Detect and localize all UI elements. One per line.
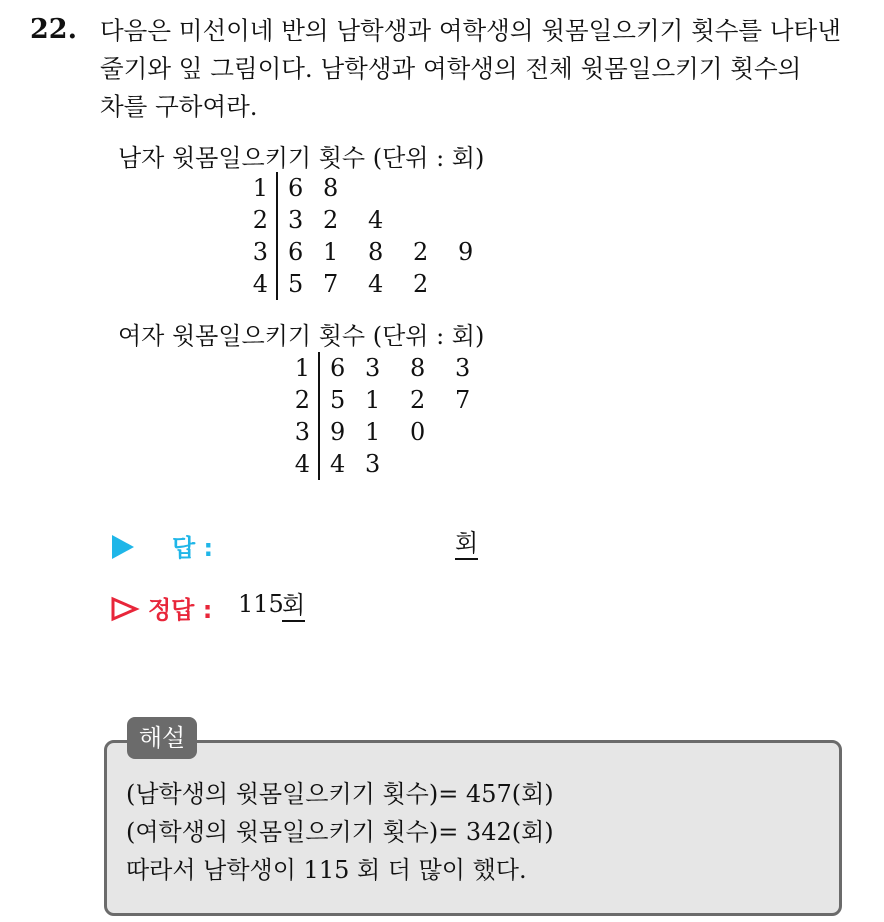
question-number: 22. (30, 14, 77, 45)
leaf: 9 (330, 418, 346, 446)
outline-arrow-icon (110, 596, 140, 622)
stem: 1 (290, 352, 319, 384)
stem: 2 (248, 204, 277, 236)
stem-row (290, 384, 500, 416)
leaf: 5 (288, 270, 304, 298)
answer-label: 답 : (172, 534, 214, 562)
solution-line: 따라서 남학생이 115 회 더 많이 했다. (126, 856, 527, 884)
solution-line: (여학생의 윗몸일으키기 횟수)= 342(회) (126, 818, 554, 846)
stem: 2 (290, 384, 319, 416)
stem: 3 (290, 416, 319, 448)
solution-tab: 해설 (127, 717, 197, 759)
question-line: 줄기와 잎 그림이다. 남학생과 여학생의 전체 윗몸일으키기 횟수의 (100, 54, 802, 83)
solution-line: (남학생의 윗몸일으키기 횟수)= 457(회) (126, 780, 554, 808)
stem: 1 (248, 172, 277, 204)
leaf: 6 (330, 354, 346, 382)
leaf: 8 (410, 354, 426, 382)
question-line: 다음은 미선이네 반의 남학생과 여학생의 윗몸일으키기 횟수를 나타낸 (100, 16, 841, 45)
leaf: 9 (458, 238, 474, 266)
leaf: 2 (410, 386, 426, 414)
leaf: 4 (368, 206, 384, 234)
stem-row (290, 352, 500, 384)
leaf: 8 (323, 174, 339, 202)
stem: 4 (290, 448, 319, 480)
play-arrow-icon (112, 535, 134, 559)
leaf: 4 (368, 270, 384, 298)
leaf: 3 (365, 354, 381, 382)
leaf: 6 (288, 174, 304, 202)
leaf: 8 (368, 238, 384, 266)
stem-row (290, 416, 500, 448)
stem-row (290, 448, 500, 480)
leaf: 2 (413, 238, 429, 266)
stem-row (248, 268, 503, 300)
leaf: 1 (323, 238, 339, 266)
answer-row (110, 528, 510, 564)
stem-row (248, 236, 503, 268)
correct-answer-row (110, 590, 510, 626)
stem: 4 (248, 268, 277, 300)
leaf: 3 (365, 450, 381, 478)
leaf: 7 (455, 386, 471, 414)
girls-stem-leaf-plot (290, 352, 501, 480)
leaf: 4 (330, 450, 346, 478)
answer-unit: 회 (455, 528, 478, 560)
stem-row (248, 172, 503, 204)
leaf: 1 (365, 418, 381, 446)
question-text (100, 12, 870, 126)
question-line: 차를 구하여라. (100, 92, 258, 121)
correct-label: 정답 : (148, 596, 213, 624)
boys-stem-leaf-plot (248, 172, 503, 300)
boys-plot-title: 남자 윗몸일으키기 횟수 (단위 : 회) (118, 144, 485, 172)
leaf: 1 (365, 386, 381, 414)
correct-unit: 회 (282, 590, 305, 622)
girls-plot-title: 여자 윗몸일으키기 횟수 (단위 : 회) (118, 322, 485, 350)
leaf: 7 (323, 270, 339, 298)
stem: 3 (248, 236, 277, 268)
leaf: 6 (288, 238, 304, 266)
leaf: 3 (455, 354, 471, 382)
leaf: 5 (330, 386, 346, 414)
leaf: 0 (410, 418, 426, 446)
correct-value: 115 (238, 590, 284, 618)
solution-text (126, 775, 554, 889)
leaf: 2 (323, 206, 339, 234)
leaf: 2 (413, 270, 429, 298)
leaf: 3 (288, 206, 304, 234)
stem-row (248, 204, 503, 236)
